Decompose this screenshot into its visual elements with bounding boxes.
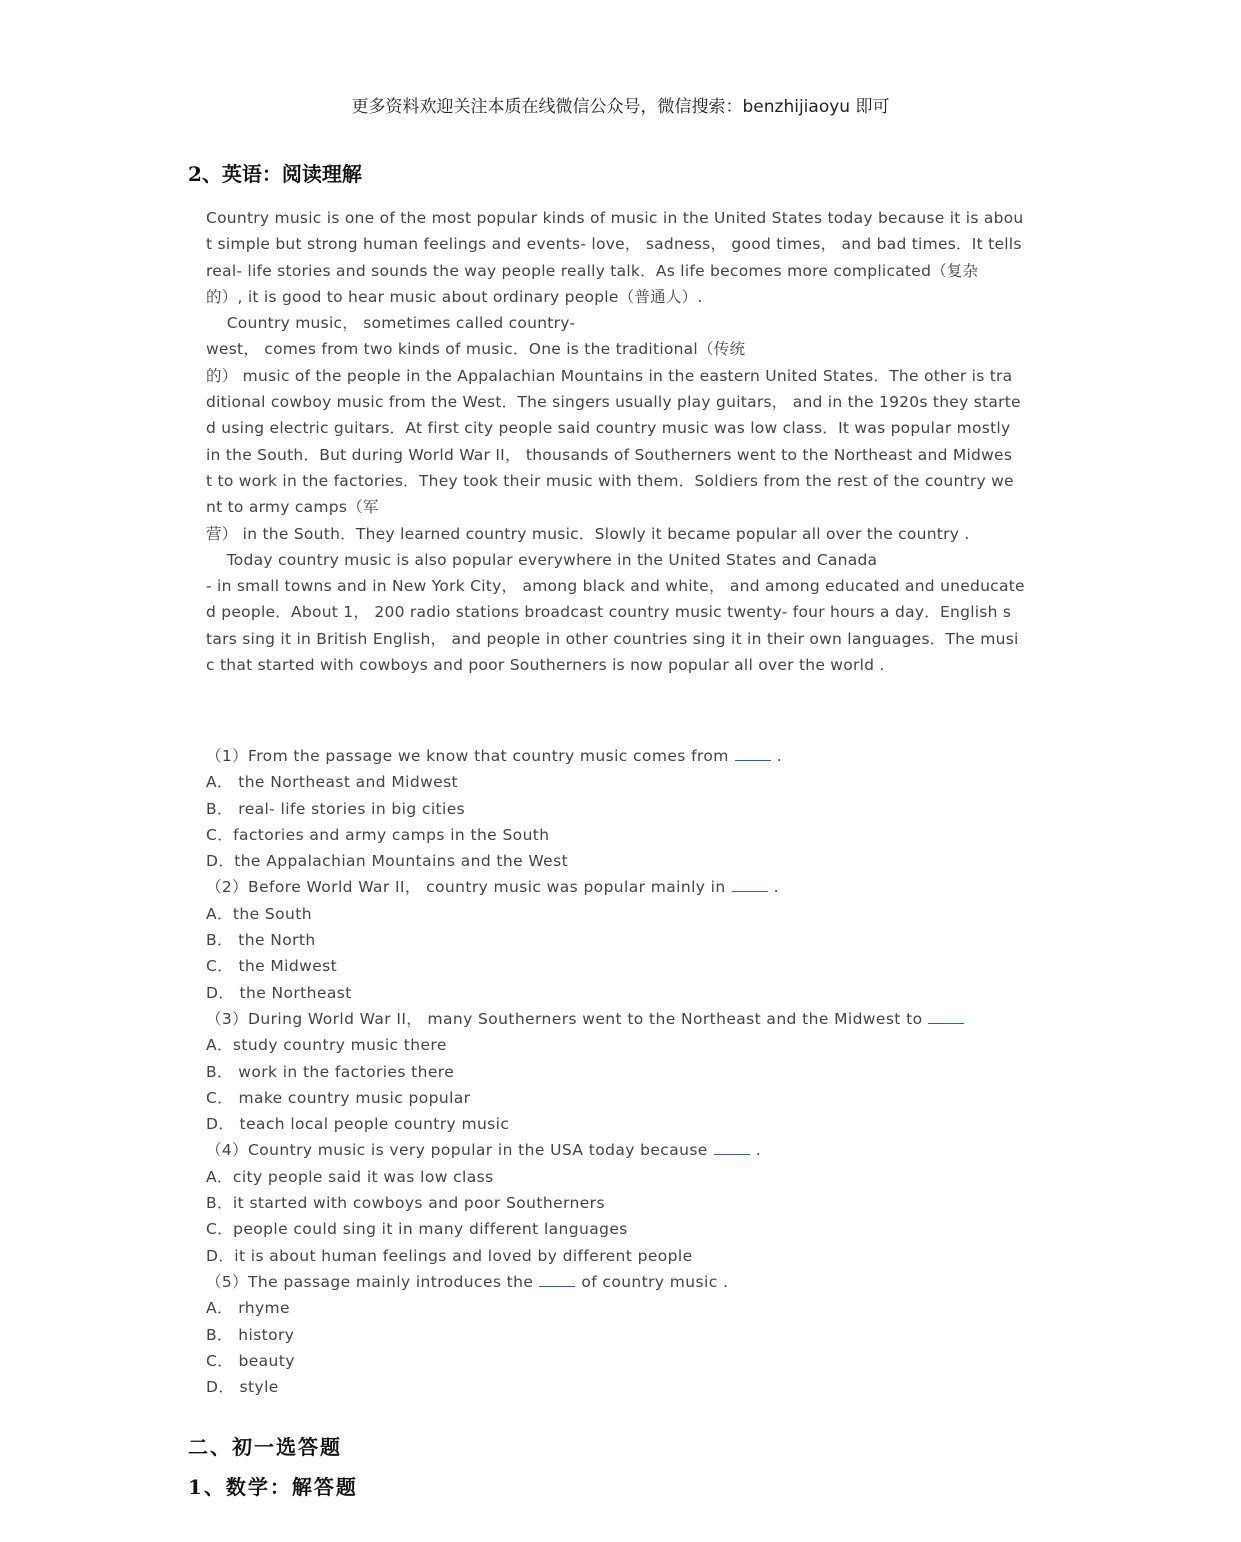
question-stem xyxy=(206,874,1036,900)
passage-line: t to work in the factories．They took their music with them．Soldiers from the rest of the country we xyxy=(206,471,1014,490)
question-text: （1）From the passage we know that country music comes from xyxy=(206,747,729,765)
passage-line: west， comes from two kinds of music．One is the traditional（传统 xyxy=(206,340,746,359)
answer-blank[interactable] xyxy=(539,1270,575,1287)
answer-option: C．factories and army camps in the South xyxy=(206,825,550,844)
passage-line: Country music， sometimes called country- xyxy=(206,314,576,333)
section-title-math: 1、数学：解答题 xyxy=(188,1475,358,1499)
question-stem xyxy=(206,743,1036,769)
section-title-english: 2、英语：阅读理解 xyxy=(188,162,362,186)
answer-option: A．study country music there xyxy=(206,1036,447,1055)
question-text: （5）The passage mainly introduces the xyxy=(206,1272,534,1291)
answer-option: D． teach local people country music xyxy=(206,1115,510,1134)
question-text-end: . xyxy=(776,747,783,765)
answer-option: C． beauty xyxy=(206,1351,295,1370)
answer-option: C． make country music popular xyxy=(206,1088,471,1107)
passage-line: 的）, it is good to hear music about ordinary people（普通人）. xyxy=(206,287,703,306)
answer-option: D． style xyxy=(206,1378,279,1397)
passage-line: - in small towns and in New York City， among black and white， and among educated and uneducate xyxy=(206,577,1025,596)
passage-line: in the South．But during World War II， thousands of Southerners went to the Northeast and Midwes xyxy=(206,445,1013,464)
answer-blank[interactable] xyxy=(732,875,768,892)
answer-option: B．it started with cowboys and poor Southerners xyxy=(206,1194,605,1213)
passage-line: 营） in the South．They learned country music．Slowly it became popular all over the country . xyxy=(206,524,970,543)
reading-passage xyxy=(206,205,1036,678)
answer-option: B． history xyxy=(206,1325,295,1344)
section-title-elective: 二、初一选答题 xyxy=(188,1435,342,1459)
promo-banner: 更多资料欢迎关注本质在线微信公众号，微信搜索：benzhijiaoyu 即可 xyxy=(351,97,890,117)
answer-blank[interactable] xyxy=(735,744,771,761)
question-text: （4）Country music is very popular in the USA today because xyxy=(206,1141,708,1160)
passage-line: Country music is one of the most popular kinds of music in the United States today because it is abou xyxy=(206,209,1024,227)
question-text: （3）During World War II， many Southerners went to the Northeast and the Midwest to xyxy=(206,1009,923,1028)
passage-line: d people．About 1， 200 radio stations broadcast country music twenty- four hours a day．English s xyxy=(206,603,1012,622)
answer-option: D．the Appalachian Mountains and the West xyxy=(206,852,569,871)
passage-line: real- life stories and sounds the way people really talk．As life becomes more complicated（复杂 xyxy=(206,261,979,280)
question-text-end: of country music . xyxy=(581,1272,729,1291)
passage-line: tars sing it in British English， and people in other countries sing it in their own languages．The musi xyxy=(206,629,1019,648)
passage-line: nt to army camps（军 xyxy=(206,498,379,517)
question-stem xyxy=(206,1269,1036,1295)
answer-option: A． rhyme xyxy=(206,1299,290,1318)
answer-option: A． the Northeast and Midwest xyxy=(206,773,459,792)
passage-line: Today country music is also popular everywhere in the United States and Canada xyxy=(206,550,878,569)
answer-option: C．people could sing it in many different languages xyxy=(206,1220,628,1239)
answer-option: B． the North xyxy=(206,931,316,950)
question-text-end: . xyxy=(755,1141,762,1160)
question-stem xyxy=(206,1006,1036,1032)
answer-option: D．it is about human feelings and loved by different people xyxy=(206,1246,693,1265)
answer-blank[interactable] xyxy=(928,1007,964,1024)
answer-option: A．the South xyxy=(206,904,312,923)
question-stem xyxy=(206,1137,1036,1163)
question-text-end: . xyxy=(773,878,779,897)
passage-line: 的） music of the people in the Appalachian Mountains in the eastern United States．The other is tra xyxy=(206,366,1013,385)
passage-line: c that started with cowboys and poor Southerners is now popular all over the world . xyxy=(206,656,885,675)
answer-option: A．city people said it was low class xyxy=(206,1167,494,1186)
passage-line: t simple but strong human feelings and events- love， sadness， good times， and bad times．It tells xyxy=(206,235,1022,254)
passage-line: d using electric guitars．At first city people said country music was low class．It was popular mostly xyxy=(206,419,1011,438)
answer-option: B． work in the factories there xyxy=(206,1062,455,1081)
question-list xyxy=(206,743,1036,1400)
answer-option: D． the Northeast xyxy=(206,983,352,1002)
answer-blank[interactable] xyxy=(714,1138,750,1155)
answer-option: B． real- life stories in big cities xyxy=(206,799,466,818)
answer-option: C． the Midwest xyxy=(206,957,338,976)
passage-line: ditional cowboy music from the West．The singers usually play guitars， and in the 1920s they starte xyxy=(206,393,1021,412)
question-text: （2）Before World War II， country music was popular mainly in xyxy=(206,878,726,897)
